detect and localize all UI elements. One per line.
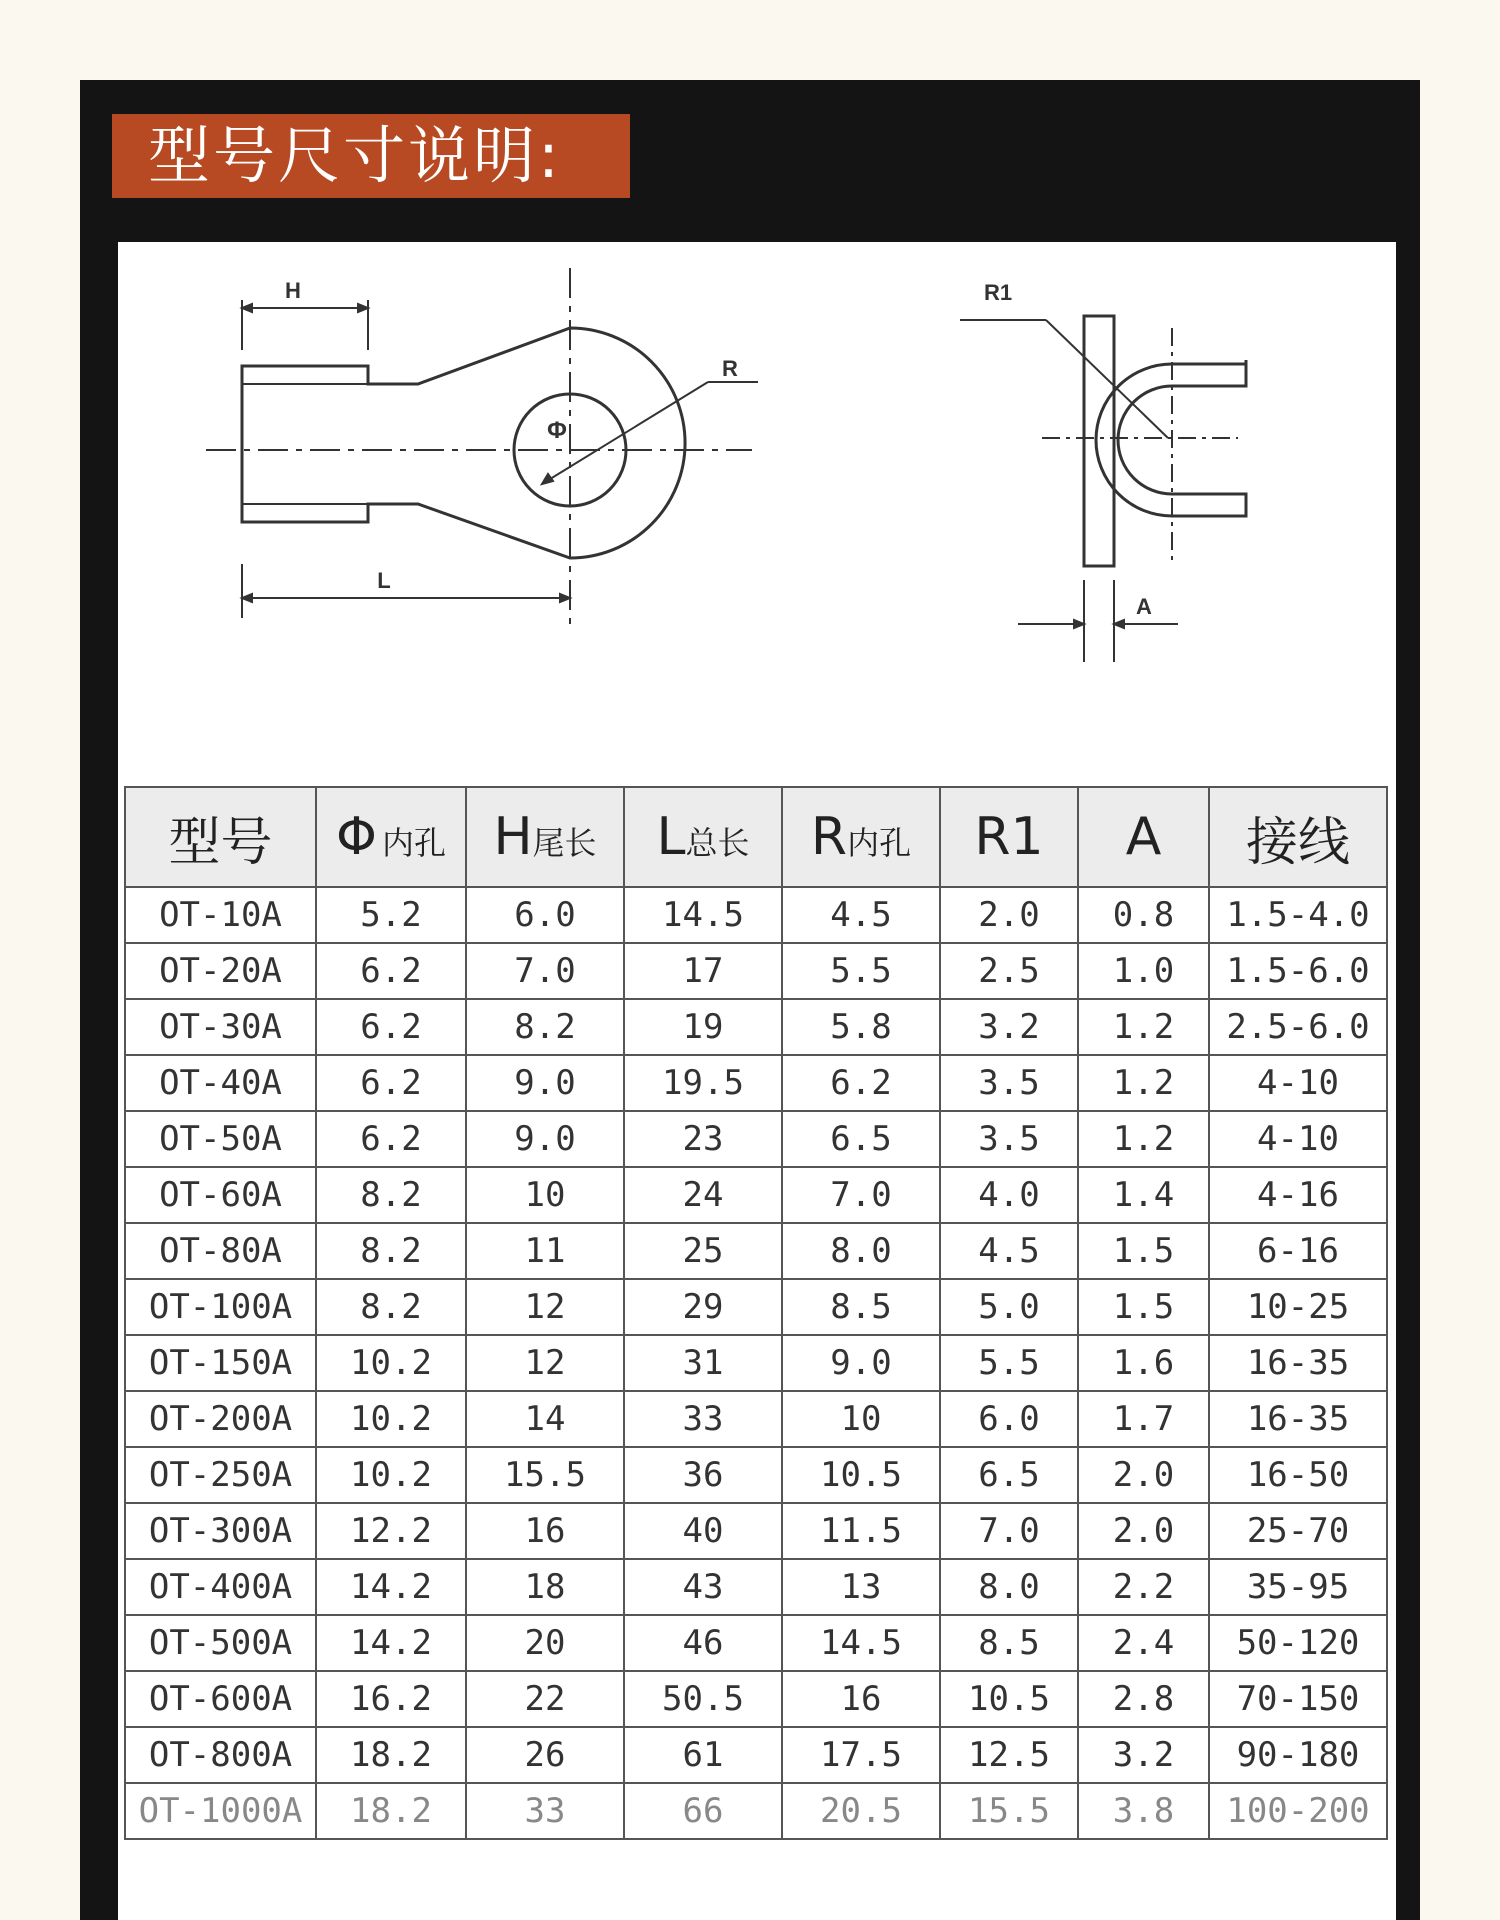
header-cell: R内孔 (782, 787, 940, 887)
table-cell: 7.0 (466, 943, 624, 999)
header-cell: H尾长 (466, 787, 624, 887)
table-cell: 3.2 (1078, 1727, 1209, 1783)
table-cell: 4.0 (940, 1167, 1078, 1223)
table-cell: OT-150A (125, 1335, 316, 1391)
table-cell: 1.2 (1078, 1111, 1209, 1167)
table-cell: 2.5-6.0 (1209, 999, 1387, 1055)
label-a: A (1136, 594, 1152, 619)
table-cell: 35-95 (1209, 1559, 1387, 1615)
table-row (125, 1671, 1387, 1727)
table-cell: 14.2 (316, 1559, 466, 1615)
table-cell: OT-30A (125, 999, 316, 1055)
table-cell: 25-70 (1209, 1503, 1387, 1559)
table-cell: 31 (624, 1335, 782, 1391)
table-cell: OT-200A (125, 1391, 316, 1447)
table-cell: 12 (466, 1335, 624, 1391)
table-cell: 18 (466, 1559, 624, 1615)
table-cell: 16 (466, 1503, 624, 1559)
table-cell: 8.2 (466, 999, 624, 1055)
table-cell: 6.2 (316, 1111, 466, 1167)
table-cell: 20.5 (782, 1783, 940, 1839)
table-cell: 5.5 (782, 943, 940, 999)
table-cell: 4.5 (782, 887, 940, 943)
ring-terminal-outline (242, 328, 685, 558)
table-cell: OT-1000A (125, 1783, 316, 1839)
table-row (125, 1335, 1387, 1391)
table-cell: 8.0 (940, 1559, 1078, 1615)
table-cell: 6.2 (782, 1055, 940, 1111)
table-cell: OT-50A (125, 1111, 316, 1167)
table-cell: 9.0 (782, 1335, 940, 1391)
table-cell: 18.2 (316, 1783, 466, 1839)
header-cell: 接线 (1209, 787, 1387, 887)
table-cell: 16-35 (1209, 1391, 1387, 1447)
table-cell: 24 (624, 1167, 782, 1223)
table-cell: 2.2 (1078, 1559, 1209, 1615)
table-cell: 3.8 (1078, 1783, 1209, 1839)
table-row (125, 1783, 1387, 1839)
table-cell: 10.2 (316, 1335, 466, 1391)
table-cell: 10 (466, 1167, 624, 1223)
table-cell: 1.5 (1078, 1223, 1209, 1279)
table-cell: 1.5 (1078, 1279, 1209, 1335)
table-cell: 6.0 (940, 1391, 1078, 1447)
table-cell: 5.8 (782, 999, 940, 1055)
table-cell: OT-400A (125, 1559, 316, 1615)
table-cell: 16-50 (1209, 1447, 1387, 1503)
table-cell: 7.0 (782, 1167, 940, 1223)
table-cell: 1.5-4.0 (1209, 887, 1387, 943)
table-cell: 11 (466, 1223, 624, 1279)
table-header-row (125, 787, 1387, 887)
table-row (125, 1223, 1387, 1279)
table-cell: 2.0 (1078, 1447, 1209, 1503)
table-cell: 70-150 (1209, 1671, 1387, 1727)
header-cell: L总长 (624, 787, 782, 887)
table-cell: 4-10 (1209, 1055, 1387, 1111)
table-cell: 1.7 (1078, 1391, 1209, 1447)
table-cell: 4-16 (1209, 1167, 1387, 1223)
table-cell: 43 (624, 1559, 782, 1615)
table-cell: 20 (466, 1615, 624, 1671)
table-cell: 15.5 (940, 1783, 1078, 1839)
table-cell: 16-35 (1209, 1335, 1387, 1391)
table-cell: 29 (624, 1279, 782, 1335)
table-row (125, 1447, 1387, 1503)
table-cell: 25 (624, 1223, 782, 1279)
table-cell: 0.8 (1078, 887, 1209, 943)
page-title: 型号尺寸说明: (148, 119, 562, 192)
table-row (125, 1055, 1387, 1111)
header-cell: Φ 内孔 (316, 787, 466, 887)
table-cell: OT-40A (125, 1055, 316, 1111)
table-cell: OT-80A (125, 1223, 316, 1279)
table-cell: 8.2 (316, 1279, 466, 1335)
table-cell: 18.2 (316, 1727, 466, 1783)
table-cell: 10.5 (940, 1671, 1078, 1727)
table-cell: 8.0 (782, 1223, 940, 1279)
table-cell: 10 (782, 1391, 940, 1447)
table-cell: 2.4 (1078, 1615, 1209, 1671)
table-cell: 14.2 (316, 1615, 466, 1671)
table-cell: 3.5 (940, 1055, 1078, 1111)
table-cell: 46 (624, 1615, 782, 1671)
table-cell: OT-100A (125, 1279, 316, 1335)
table-cell: 11.5 (782, 1503, 940, 1559)
header-cell: 型号 (125, 787, 316, 887)
table-cell: 2.0 (940, 887, 1078, 943)
table-cell: 6.5 (782, 1111, 940, 1167)
table-cell: 16.2 (316, 1671, 466, 1727)
table-cell: 50.5 (624, 1671, 782, 1727)
table-cell: 5.0 (940, 1279, 1078, 1335)
table-row (125, 1503, 1387, 1559)
table-cell: 6.2 (316, 1055, 466, 1111)
table-row (125, 943, 1387, 999)
table-cell: 9.0 (466, 1111, 624, 1167)
table-cell: 23 (624, 1111, 782, 1167)
table-row (125, 1279, 1387, 1335)
table-cell: 14.5 (782, 1615, 940, 1671)
table-cell: OT-250A (125, 1447, 316, 1503)
table-cell: 6.5 (940, 1447, 1078, 1503)
table-cell: 90-180 (1209, 1727, 1387, 1783)
table-cell: 1.5-6.0 (1209, 943, 1387, 999)
table-cell: 100-200 (1209, 1783, 1387, 1839)
table-cell: OT-300A (125, 1503, 316, 1559)
table-cell: 6.2 (316, 999, 466, 1055)
table-cell: 10.5 (782, 1447, 940, 1503)
table-cell: OT-800A (125, 1727, 316, 1783)
table-cell: 8.2 (316, 1167, 466, 1223)
table-cell: 6.2 (316, 943, 466, 999)
table-cell: 22 (466, 1671, 624, 1727)
table-cell: 14.5 (624, 887, 782, 943)
table-cell: 61 (624, 1727, 782, 1783)
table-row (125, 1615, 1387, 1671)
table-cell: 9.0 (466, 1055, 624, 1111)
table-cell: 1.2 (1078, 999, 1209, 1055)
table-cell: 6-16 (1209, 1223, 1387, 1279)
label-phi: Φ (547, 417, 567, 444)
table-cell: 4-10 (1209, 1111, 1387, 1167)
table-cell: 7.0 (940, 1503, 1078, 1559)
terminal-dimension-diagram (118, 242, 1396, 682)
table-cell: 1.2 (1078, 1055, 1209, 1111)
table-cell: OT-10A (125, 887, 316, 943)
table-row (125, 999, 1387, 1055)
table-cell: OT-20A (125, 943, 316, 999)
label-r: R (722, 356, 738, 381)
table-cell: 26 (466, 1727, 624, 1783)
table-cell: 19.5 (624, 1055, 782, 1111)
table-cell: 36 (624, 1447, 782, 1503)
table-cell: 19 (624, 999, 782, 1055)
table-cell: 2.0 (1078, 1503, 1209, 1559)
table-cell: 50-120 (1209, 1615, 1387, 1671)
table-cell: OT-500A (125, 1615, 316, 1671)
header-cell: R1 (940, 787, 1078, 887)
table-cell: 16 (782, 1671, 940, 1727)
table-cell: 5.5 (940, 1335, 1078, 1391)
table-cell: 12 (466, 1279, 624, 1335)
table-cell: 3.2 (940, 999, 1078, 1055)
table-cell: 2.5 (940, 943, 1078, 999)
table-cell: 6.0 (466, 887, 624, 943)
label-l: L (377, 568, 391, 593)
table-cell: 17.5 (782, 1727, 940, 1783)
table-row (125, 887, 1387, 943)
table-cell: 15.5 (466, 1447, 624, 1503)
table-cell: 1.6 (1078, 1335, 1209, 1391)
table-row (125, 1167, 1387, 1223)
table-cell: 4.5 (940, 1223, 1078, 1279)
table-cell: 3.5 (940, 1111, 1078, 1167)
table-cell: 10-25 (1209, 1279, 1387, 1335)
spec-table (124, 786, 1388, 1840)
table-cell: 8.2 (316, 1223, 466, 1279)
label-r1: R1 (983, 280, 1013, 305)
table-cell: 33 (466, 1783, 624, 1839)
table-cell: OT-600A (125, 1671, 316, 1727)
table-cell: 17 (624, 943, 782, 999)
table-cell: OT-60A (125, 1167, 316, 1223)
table-cell: 8.5 (782, 1279, 940, 1335)
table-cell: 8.5 (940, 1615, 1078, 1671)
table-cell: 10.2 (316, 1391, 466, 1447)
label-h: H (285, 278, 301, 303)
table-row (125, 1111, 1387, 1167)
header-cell: A (1078, 787, 1209, 887)
table-cell: 40 (624, 1503, 782, 1559)
side-view-plate (1084, 316, 1114, 566)
table-row (125, 1727, 1387, 1783)
table-cell: 14 (466, 1391, 624, 1447)
table-cell: 2.8 (1078, 1671, 1209, 1727)
table-cell: 5.2 (316, 887, 466, 943)
table-cell: 1.0 (1078, 943, 1209, 999)
table-cell: 66 (624, 1783, 782, 1839)
table-row (125, 1391, 1387, 1447)
table-cell: 33 (624, 1391, 782, 1447)
table-cell: 10.2 (316, 1447, 466, 1503)
table-cell: 12.2 (316, 1503, 466, 1559)
table-cell: 12.5 (940, 1727, 1078, 1783)
table-cell: 13 (782, 1559, 940, 1615)
table-row (125, 1559, 1387, 1615)
table-cell: 1.4 (1078, 1167, 1209, 1223)
